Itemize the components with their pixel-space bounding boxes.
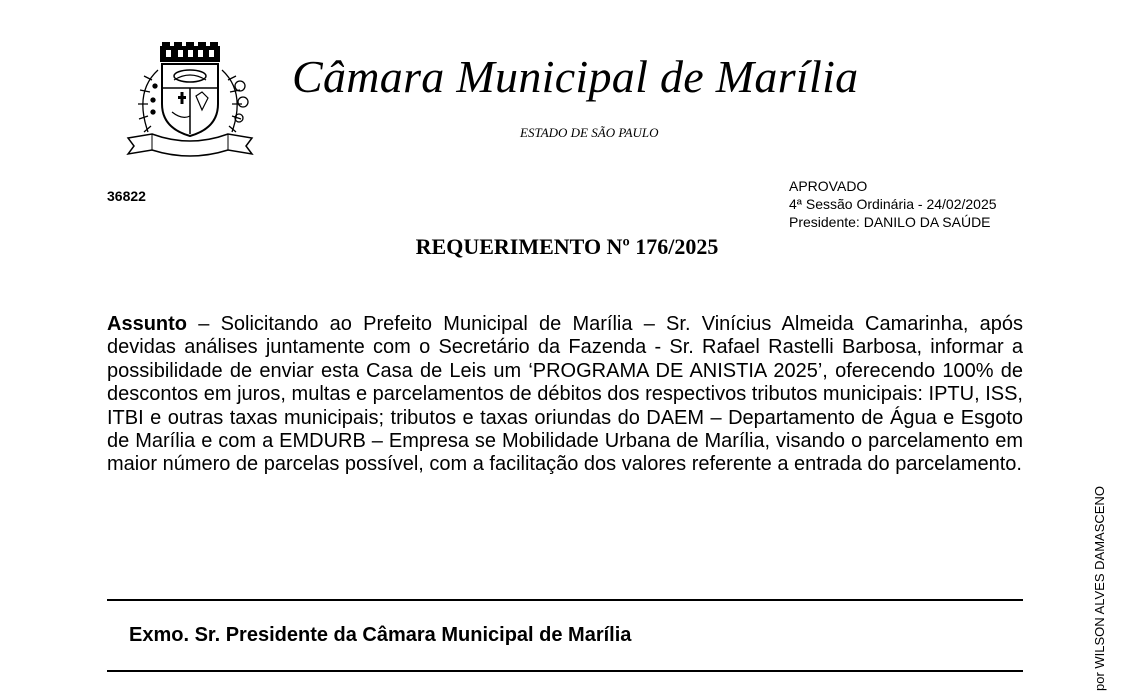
- addressee: Exmo. Sr. Presidente da Câmara Municipal de Marília: [129, 624, 632, 646]
- stamp-president: Presidente: DANILO DA SAÚDE: [789, 214, 991, 230]
- motto-banner: [128, 134, 252, 156]
- cotton-branch-icon: [222, 70, 248, 132]
- municipal-coat-of-arms: [122, 40, 258, 162]
- subject-text: – Solicitando ao Prefeito Municipal de Marília – Sr. Vinícius Almeida Camarinha, após devidas análises juntamente com o Secretário da Fazenda - Sr. Rafael Rastelli Barbosa, informar a possibilidade de enviar esta Casa de Leis um ‘PROGRAMA DE ANISTIA 2025’, oferecendo 100% de descontos em juros, multas e parcelamentos de débitos dos respectivos tributos municipais: IPTU, ISS, ITBI e outras taxas municipais; tributos e taxas oriundas do DAEM – Departamento de Água e Esgoto de Marília e com a EMDURB – Empresa se Mobilidade Urbana de Marília, visando o parcelamento em maior número de parcelas possível, com a facilitação dos valores referente a entrada do parcelamento.: [107, 313, 1023, 476]
- signature-note: por WILSON ALVES DAMASCENO: [1092, 486, 1107, 691]
- state-subtitle: ESTADO DE SÃO PAULO: [520, 125, 659, 140]
- approval-stamp: [789, 177, 997, 231]
- chamber-title: Câmara Municipal de Marília: [292, 51, 859, 102]
- divider-top: [107, 599, 1023, 601]
- subject-paragraph: [107, 313, 1023, 477]
- subject-label: Assunto: [107, 313, 187, 335]
- mural-crown-icon: [160, 42, 220, 62]
- coffee-branch-icon: [138, 70, 158, 132]
- shield-icon: [162, 64, 218, 136]
- divider-bottom: [107, 670, 1023, 672]
- request-title: REQUERIMENTO Nº 176/2025: [415, 234, 719, 259]
- stamp-session: 4ª Sessão Ordinária - 24/02/2025: [789, 196, 997, 212]
- document-number: 36822: [107, 188, 146, 204]
- stamp-status: APROVADO: [789, 178, 868, 194]
